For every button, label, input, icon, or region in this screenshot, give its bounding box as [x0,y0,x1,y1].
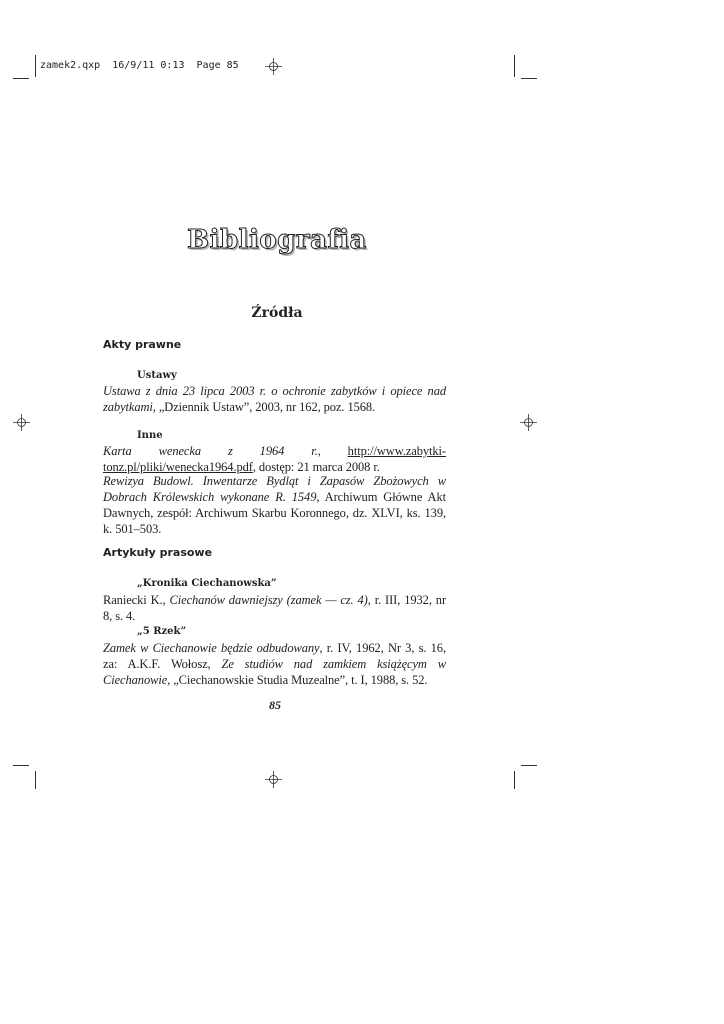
page-title: Bibliografia [187,225,367,255]
page-number: 85 [269,698,281,712]
bibliography-entry-rewizya [103,473,446,537]
crop-mark [514,55,515,77]
bibliography-entry-ustawa [103,383,446,415]
crop-mark [521,78,537,79]
entry-details: , r. IV, 1962, Nr 3, s. 16, za: A.K.F. Wołosz, [103,641,446,671]
group-label-kronika: „Kronika Ciechanowska” [137,578,277,589]
entry-details: „Dziennik Ustaw”, 2003, nr 162, poz. 1568. [158,400,376,414]
group-label-ustawy: Ustawy [137,370,177,381]
entry-author: Raniecki K., [103,593,170,607]
crop-mark [35,771,36,789]
printer-slug: zamek2.qxp 16/9/11 0:13 Page 85 [40,60,239,71]
crop-mark [521,765,537,766]
registration-mark-icon [520,414,537,431]
group-label-5-rzek: „5 Rzek” [137,626,187,637]
entry-separator: , [317,444,348,458]
entry-title: Karta wenecka z 1964 r. [103,444,318,458]
entry-title: Zamek w Ciechanowie będzie odbudowany [103,641,320,655]
registration-mark-icon [265,771,282,788]
crop-mark [35,55,36,77]
section-title: Źródła [251,305,303,321]
subsection-heading-press: Artykuły prasowe [103,546,213,559]
entry-details: , r. III, 1932, nr 8, s. 4. [103,593,447,623]
bibliography-entry-zamek [103,640,446,688]
registration-mark-icon [265,58,282,75]
entry-details: , dostęp: 21 marca 2008 r. [252,460,380,474]
entry-title: Ustawa z dnia 23 lipca 2003 r. o ochronie zabytków i opiece nad zabytkami, [103,384,446,414]
crop-mark [13,765,29,766]
bibliography-entry-raniecki [103,592,446,624]
entry-title: Rewizya Budowl. Inwentarze Bydląt i Zapasów Zbożowych w Dobrach Królewskich wykonane R. 1549 [103,474,446,504]
crop-mark [13,78,29,79]
crop-mark [514,771,515,789]
bibliography-entry-karta [103,443,446,475]
group-label-inne: Inne [137,430,163,441]
entry-details: , Archiwum Główne Akt Dawnych, zespół: Archiwum Skarbu Koronnego, dz. XLVI, ks. 139, k. 501–503. [103,490,446,536]
entry-cited-title: Ze studiów nad zamkiem książęcym w Ciechanowie [103,657,446,687]
entry-title: Ciechanów dawniejszy (zamek — cz. 4) [169,593,368,607]
entry-details: , „Ciechanowskie Studia Muzealne”, t. I, 1988, s. 52. [167,673,428,687]
entry-link[interactable]: http://www.zabytki-tonz.pl/pliki/wenecka1964.pdf [103,444,446,474]
subsection-heading-acts: Akty prawne [103,338,182,351]
registration-mark-icon [13,414,30,431]
